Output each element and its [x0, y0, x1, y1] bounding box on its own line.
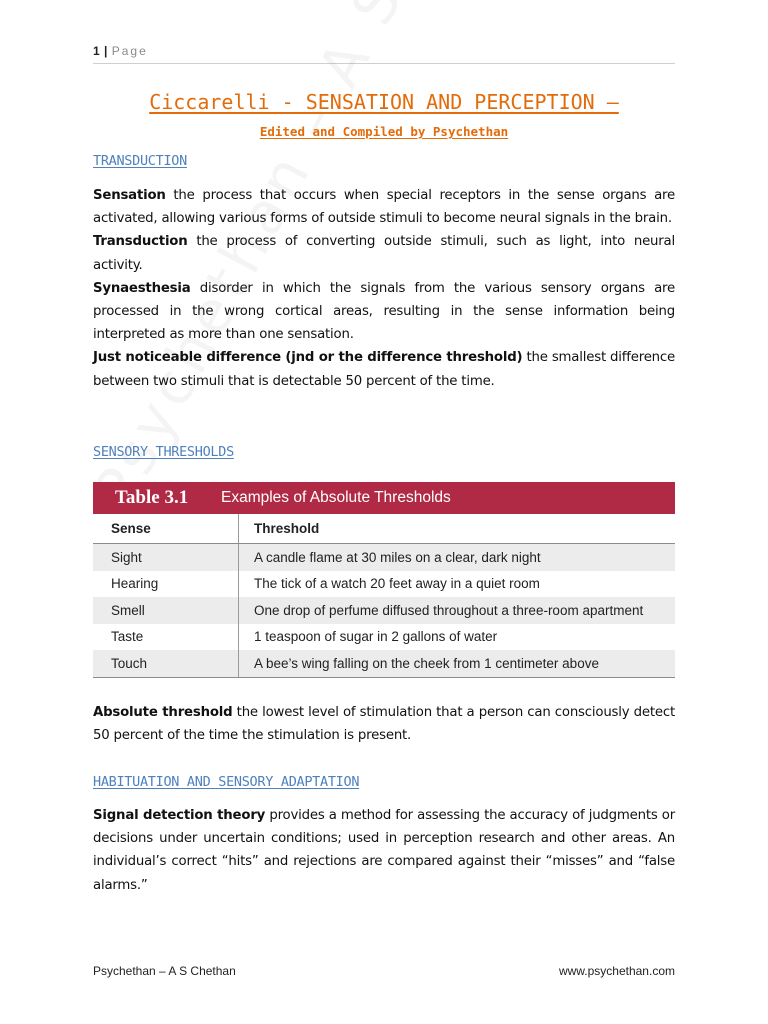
definition-paragraph — [93, 804, 675, 897]
footer-website: www.psychethan.com — [558, 964, 675, 978]
page-word: Page — [111, 44, 148, 58]
document-subtitle: Edited and Compiled by Psychethan — [259, 124, 509, 139]
definition-text: the process of converting outside stimuli, such as light, into neural activity. — [93, 234, 675, 273]
sense-cell: Touch — [93, 650, 239, 677]
habituation-definitions — [93, 804, 675, 897]
definition-term: Signal detection theory — [93, 808, 266, 823]
definition-text: disorder in which the signals from the various sensory organs are processed in the wrong cortical areas, resulting in the sense information being interpreted as more than one sensation. — [93, 280, 675, 343]
definition-paragraph — [93, 184, 675, 230]
table-header-row — [93, 514, 675, 544]
definition-paragraph — [93, 346, 675, 392]
table-caption: Examples of Absolute Thresholds — [221, 489, 451, 506]
thresholds-definitions — [93, 701, 675, 747]
definition-paragraph — [93, 277, 675, 347]
table-row — [93, 544, 675, 571]
threshold-cell: The tick of a watch 20 feet away in a quiet room — [254, 576, 540, 592]
definition-term: Synaesthesia — [93, 280, 191, 296]
sense-cell: Taste — [93, 624, 239, 651]
transduction-definitions — [93, 184, 675, 393]
definition-paragraph — [93, 701, 675, 747]
header-rule — [93, 63, 675, 64]
heading-transduction: TRANSDUCTION — [93, 153, 187, 169]
footer-author: Psychethan – A S Chethan — [93, 964, 236, 978]
page-header — [93, 44, 148, 58]
definition-text: the lowest level of stimulation that a person can consciously detect 50 percent of the time the stimulation is present. — [93, 705, 675, 744]
document-title: Ciccarelli - SENSATION AND PERCEPTION – — [149, 90, 619, 114]
table-row — [93, 624, 675, 651]
column-header-sense: Sense — [93, 514, 239, 544]
threshold-cell: 1 teaspoon of sugar in 2 gallons of water — [254, 629, 498, 645]
definition-paragraph — [93, 230, 675, 276]
column-header-threshold: Threshold — [239, 514, 676, 544]
heading-sensory-thresholds: SENSORY THRESHOLDS — [93, 444, 234, 460]
sense-cell: Hearing — [93, 571, 239, 598]
table-body — [93, 514, 675, 678]
table-row — [93, 650, 675, 677]
page-separator: | — [104, 44, 108, 58]
definition-term: Transduction — [93, 234, 188, 250]
table-row — [93, 571, 675, 598]
threshold-cell: A candle flame at 30 miles on a clear, dark night — [239, 544, 676, 571]
definition-term: Absolute threshold — [93, 705, 233, 720]
definition-text: the process that occurs when special receptors in the sense organs are activated, allowing various forms of outside stimuli to become neural signals in the brain. — [93, 188, 675, 227]
sense-cell: Smell — [93, 597, 239, 624]
threshold-cell: One drop of perfume diffused throughout a three-room apartment — [239, 597, 676, 624]
table-banner — [93, 482, 675, 514]
sense-cell: Sight — [93, 544, 239, 571]
threshold-cell: A bee’s wing falling on the cheek from 1 centimeter above — [239, 650, 676, 677]
definition-term: Sensation — [93, 188, 166, 203]
absolute-thresholds-table — [93, 482, 675, 678]
definition-text: provides a method for assessing the accuracy of judgments or decisions under uncertain conditions; used in perception research and other areas. An individual’s correct “hits” and rejections are compared against their “misses” and “false alarms.” — [93, 808, 675, 893]
heading-habituation: HABITUATION AND SENSORY ADAPTATION — [93, 774, 360, 790]
definition-text: the smallest difference between two stimuli that is detectable 50 percent of the time. — [93, 350, 675, 389]
table-number: Table 3.1 — [115, 487, 189, 508]
definition-term: Just noticeable difference (jnd or the difference threshold) — [93, 350, 523, 366]
table-row — [93, 597, 675, 624]
page-number: 1 — [93, 44, 101, 58]
